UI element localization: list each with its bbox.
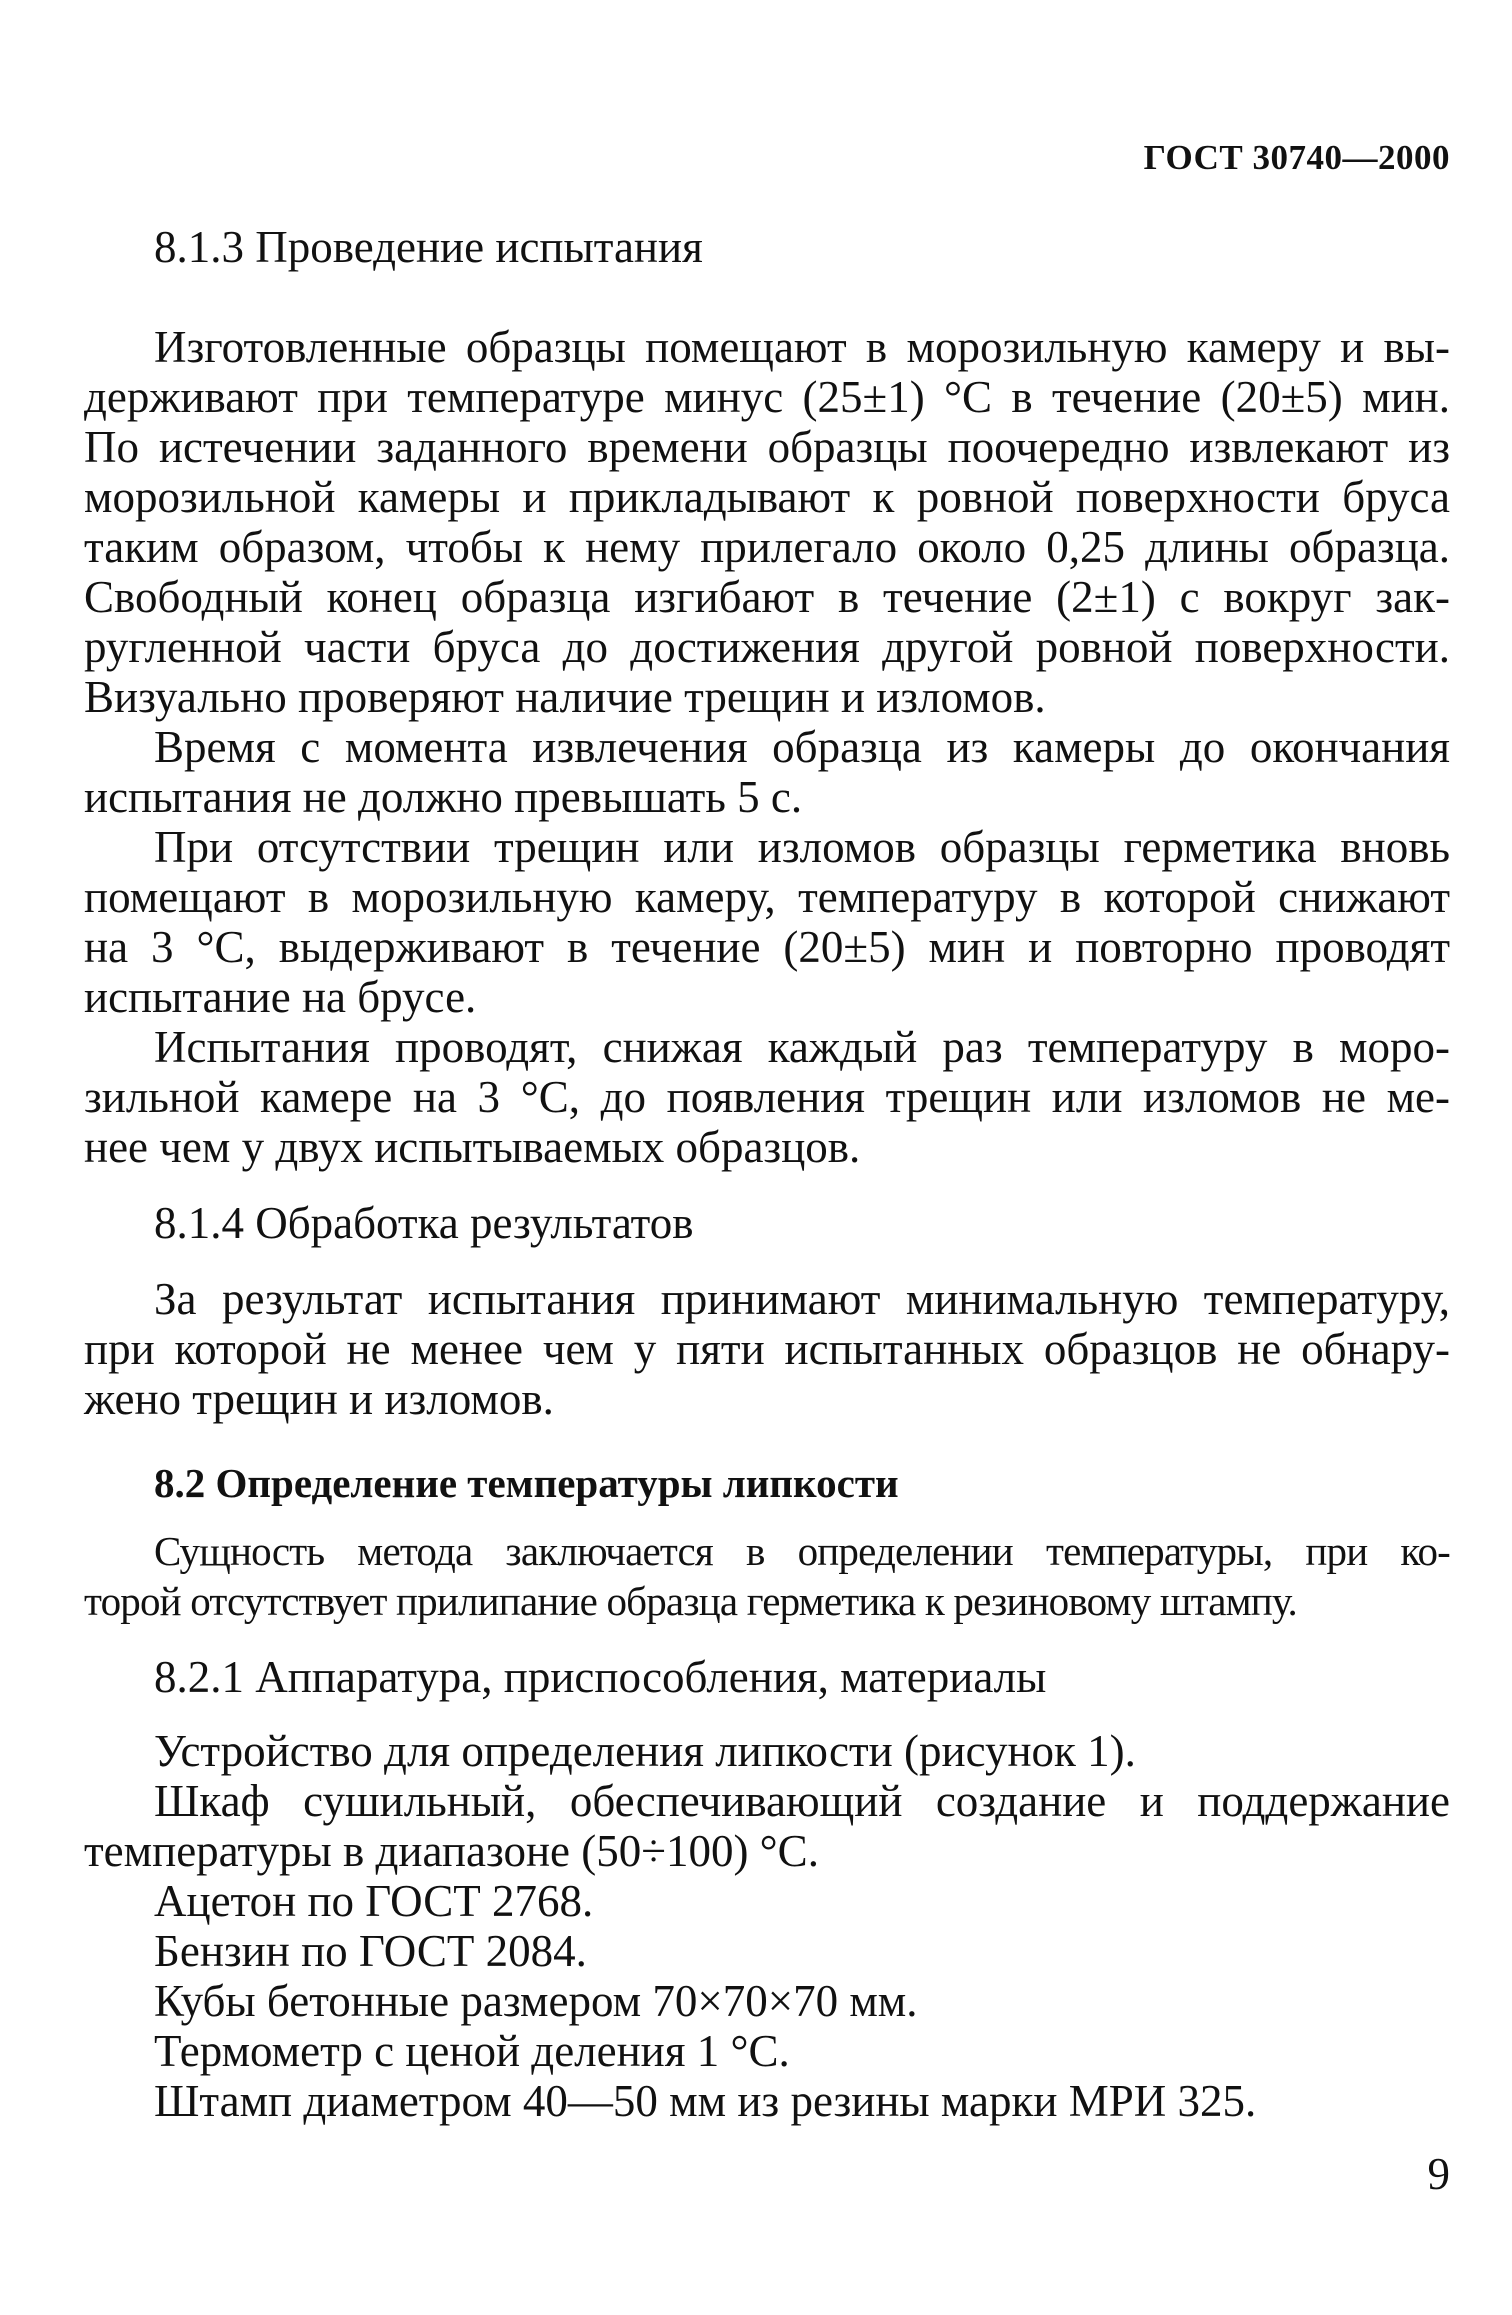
list-item-thermometer: Термометр с ценой деления 1 °С. bbox=[154, 2026, 790, 2076]
text-line: испытания не должно превышать 5 с. bbox=[84, 772, 803, 822]
list-item-device: Устройство для определения липкости (рисунок 1). bbox=[154, 1726, 1136, 1776]
text-line: Испытания проводят, снижая каждый раз температуру в моро- bbox=[154, 1022, 1450, 1072]
text-line: По истечении заданного времени образцы поочередно извлекают из bbox=[84, 422, 1450, 472]
text-line: держивают при температуре минус (25±1) °С в течение (20±5) мин. bbox=[84, 372, 1450, 422]
paragraph-8-1-4-1 bbox=[84, 1274, 1450, 1424]
list-item-cabinet-line-2: температуры в диапазоне (50÷100) °С. bbox=[84, 1826, 819, 1876]
paragraph-8-1-3-3 bbox=[84, 822, 1450, 1022]
text-line: испытание на брусе. bbox=[84, 972, 477, 1022]
text-line: За результат испытания принимают минимальную температуру, bbox=[154, 1274, 1450, 1324]
list-item-stamp: Штамп диаметром 40—50 мм из резины марки МРИ 325. bbox=[154, 2076, 1257, 2126]
paragraph-8-1-3-2 bbox=[84, 722, 1450, 822]
section-heading-8-1-3: 8.1.3 Проведение испытания bbox=[154, 222, 703, 272]
text-line: торой отсутствует прилипание образца герметика к резиновому штампу. bbox=[84, 1578, 1297, 1624]
list-item-acetone: Ацетон по ГОСТ 2768. bbox=[154, 1876, 594, 1926]
document-id-header: ГОСТ 30740—2000 bbox=[1143, 138, 1450, 177]
text-line: При отсутствии трещин или изломов образцы герметика вновь bbox=[154, 822, 1450, 872]
list-item-cubes: Кубы бетонные размером 70×70×70 мм. bbox=[154, 1976, 918, 2026]
list-item-cabinet-line-1: Шкаф сушильный, обеспечивающий создание и поддержание bbox=[154, 1776, 1450, 1826]
text-line: зильной камере на 3 °С, до появления трещин или изломов не ме- bbox=[84, 1072, 1450, 1122]
text-line: морозильной камеры и прикладывают к ровной поверхности бруса bbox=[84, 472, 1450, 522]
paragraph-8-2-1 bbox=[84, 1526, 1450, 1626]
materials-list bbox=[84, 1726, 1450, 2126]
paragraph-8-1-3-1 bbox=[84, 322, 1450, 722]
section-heading-8-2: 8.2 Определение температуры липкости bbox=[154, 1460, 899, 1506]
text-line: помещают в морозильную камеру, температуру в которой снижают bbox=[84, 872, 1450, 922]
paragraph-8-1-3-4 bbox=[84, 1022, 1450, 1172]
text-line: на 3 °С, выдерживают в течение (20±5) мин и повторно проводят bbox=[84, 922, 1450, 972]
list-item-gasoline: Бензин по ГОСТ 2084. bbox=[154, 1926, 587, 1976]
text-line: Сущность метода заключается в определении температуры, при ко- bbox=[154, 1528, 1450, 1574]
page-number: 9 bbox=[1427, 2149, 1450, 2199]
document-body bbox=[84, 222, 1450, 2126]
text-line: Изготовленные образцы помещают в морозильную камеру и вы- bbox=[154, 322, 1450, 372]
section-heading-8-2-1: 8.2.1 Аппаратура, приспособления, материалы bbox=[154, 1652, 1047, 1702]
text-line: ругленной части бруса до достижения другой ровной поверхности. bbox=[84, 622, 1450, 672]
text-line: нее чем у двух испытываемых образцов. bbox=[84, 1122, 861, 1172]
text-line: Время с момента извлечения образца из камеры до окончания bbox=[154, 722, 1450, 772]
section-heading-8-1-4: 8.1.4 Обработка результатов bbox=[154, 1198, 694, 1248]
text-line: Визуально проверяют наличие трещин и изломов. bbox=[84, 672, 1046, 722]
text-line: таким образом, чтобы к нему прилегало около 0,25 длины образца. bbox=[84, 522, 1450, 572]
text-line: жено трещин и изломов. bbox=[84, 1374, 554, 1424]
text-line: при которой не менее чем у пяти испытанных образцов не обнару- bbox=[84, 1324, 1450, 1374]
text-line: Свободный конец образца изгибают в течение (2±1) с вокруг зак- bbox=[84, 572, 1450, 622]
